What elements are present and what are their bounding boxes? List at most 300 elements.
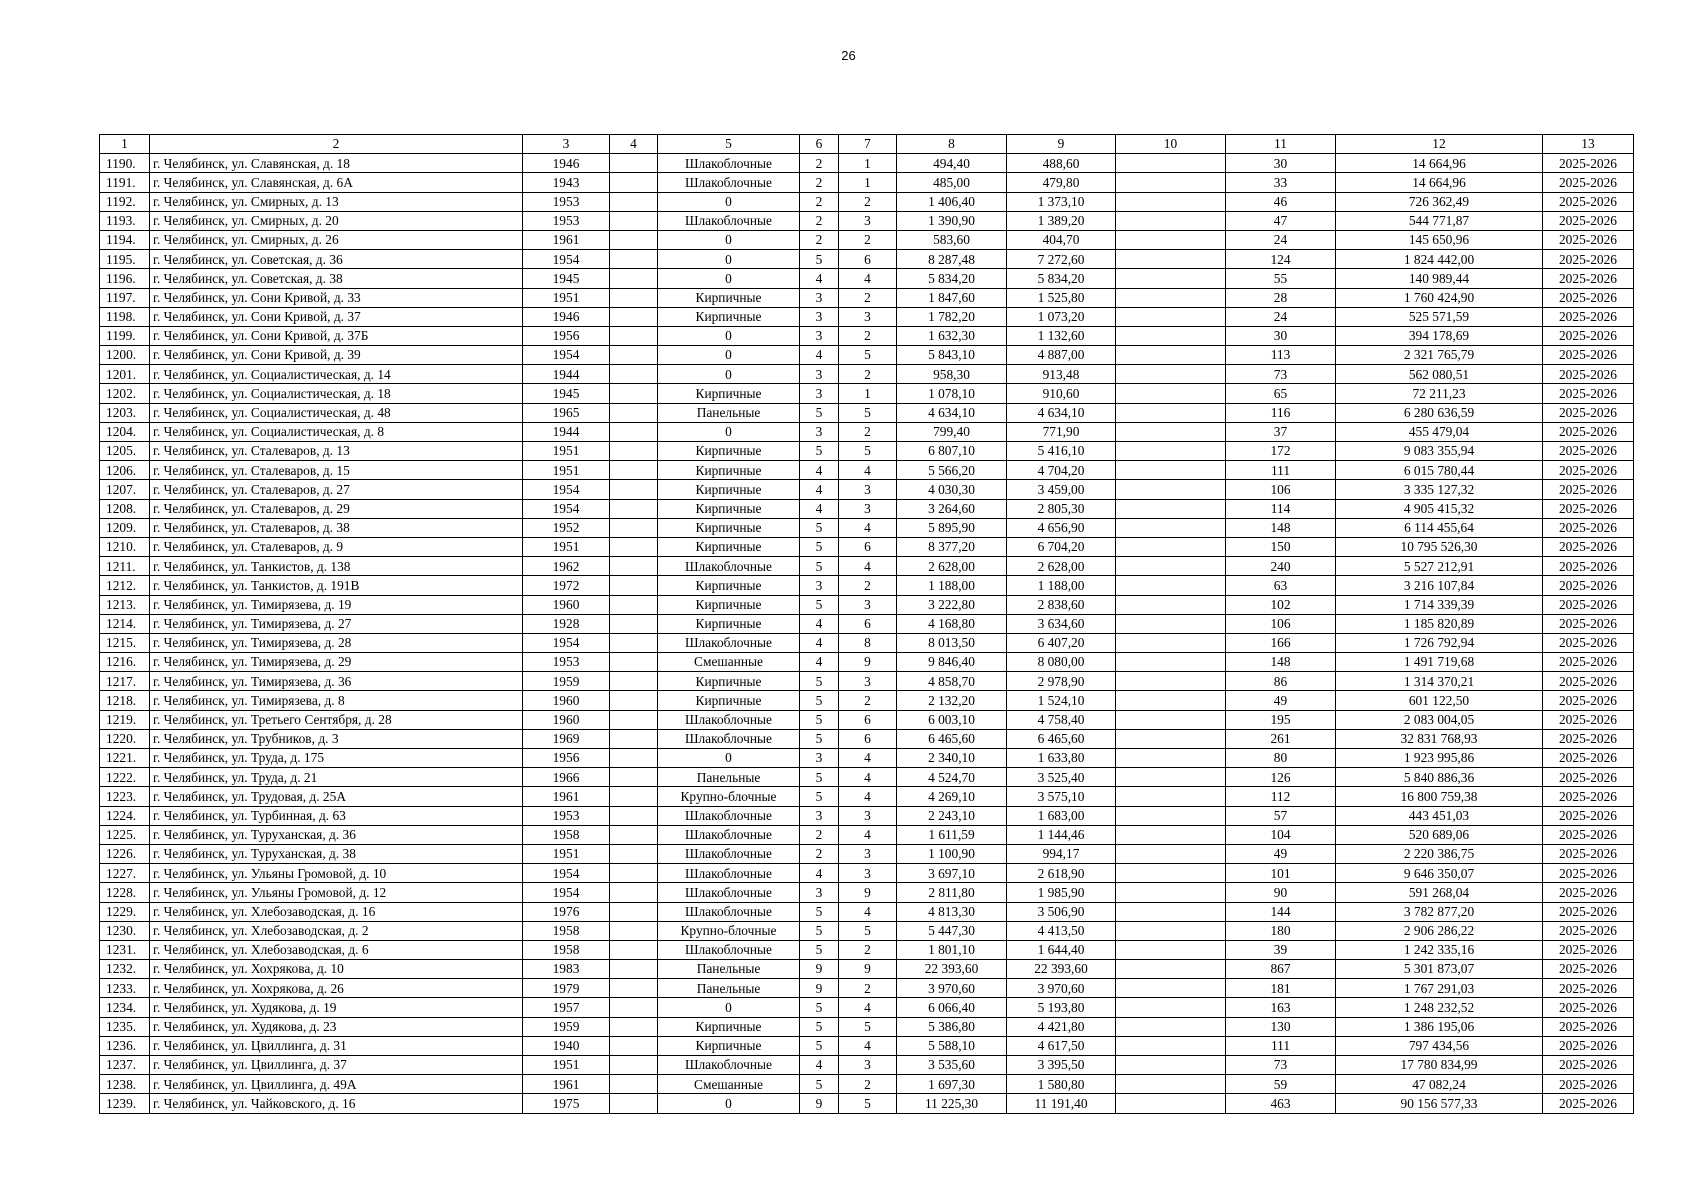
residents-cell: 101 <box>1226 864 1336 883</box>
total-area-cell: 1 632,30 <box>897 326 1007 345</box>
entrances-cell: 3 <box>839 595 897 614</box>
wall-material-cell: Кирпичные <box>658 442 800 461</box>
entrances-cell: 1 <box>839 384 897 403</box>
floors-cell: 3 <box>800 365 839 384</box>
period-cell: 2025-2026 <box>1543 902 1634 921</box>
floors-cell: 5 <box>800 537 839 556</box>
floors-cell: 2 <box>800 211 839 230</box>
period-cell: 2025-2026 <box>1543 211 1634 230</box>
col10-cell <box>1116 653 1226 672</box>
amount-cell: 455 479,04 <box>1336 422 1543 441</box>
total-area-cell: 4 524,70 <box>897 768 1007 787</box>
residents-cell: 180 <box>1226 921 1336 940</box>
total-area-cell: 2 811,80 <box>897 883 1007 902</box>
amount-cell: 1 242 335,16 <box>1336 940 1543 959</box>
col10-cell <box>1116 422 1226 441</box>
row-number-cell: 1190. <box>100 154 150 173</box>
col4-cell <box>610 250 658 269</box>
period-cell: 2025-2026 <box>1543 499 1634 518</box>
entrances-cell: 5 <box>839 921 897 940</box>
floors-cell: 4 <box>800 461 839 480</box>
total-area-cell: 3 970,60 <box>897 979 1007 998</box>
living-area-cell: 1 644,40 <box>1007 940 1116 959</box>
entrances-cell: 1 <box>839 154 897 173</box>
entrances-cell: 2 <box>839 1075 897 1094</box>
col10-cell <box>1116 499 1226 518</box>
address-cell: г. Челябинск, ул. Социалистическая, д. 8 <box>150 422 523 441</box>
table-row <box>100 365 1634 384</box>
floors-cell: 3 <box>800 806 839 825</box>
residents-cell: 37 <box>1226 422 1336 441</box>
col4-cell <box>610 998 658 1017</box>
table-row <box>100 346 1634 365</box>
year-built-cell: 1965 <box>523 403 610 422</box>
col4-cell <box>610 729 658 748</box>
amount-cell: 72 211,23 <box>1336 384 1543 403</box>
wall-material-cell: Шлакоблочные <box>658 940 800 959</box>
address-cell: г. Челябинск, ул. Третьего Сентября, д. 28 <box>150 710 523 729</box>
year-built-cell: 1945 <box>523 384 610 403</box>
row-number-cell: 1225. <box>100 825 150 844</box>
amount-cell: 601 122,50 <box>1336 691 1543 710</box>
period-cell: 2025-2026 <box>1543 518 1634 537</box>
total-area-cell: 4 813,30 <box>897 902 1007 921</box>
wall-material-cell: Панельные <box>658 979 800 998</box>
amount-cell: 32 831 768,93 <box>1336 729 1543 748</box>
period-cell: 2025-2026 <box>1543 384 1634 403</box>
entrances-cell: 4 <box>839 749 897 768</box>
col4-cell <box>610 1017 658 1036</box>
residents-cell: 163 <box>1226 998 1336 1017</box>
col4-cell <box>610 230 658 249</box>
address-cell: г. Челябинск, ул. Хохрякова, д. 10 <box>150 960 523 979</box>
amount-cell: 9 083 355,94 <box>1336 442 1543 461</box>
year-built-cell: 1953 <box>523 653 610 672</box>
table-row <box>100 173 1634 192</box>
col10-cell <box>1116 173 1226 192</box>
period-cell: 2025-2026 <box>1543 729 1634 748</box>
residents-cell: 130 <box>1226 1017 1336 1036</box>
col10-cell <box>1116 211 1226 230</box>
living-area-cell: 11 191,40 <box>1007 1094 1116 1113</box>
residents-cell: 30 <box>1226 326 1336 345</box>
col10-cell <box>1116 346 1226 365</box>
entrances-cell: 3 <box>839 211 897 230</box>
living-area-cell: 3 634,60 <box>1007 614 1116 633</box>
year-built-cell: 1951 <box>523 1056 610 1075</box>
period-cell: 2025-2026 <box>1543 979 1634 998</box>
amount-cell: 797 434,56 <box>1336 1036 1543 1055</box>
living-area-cell: 4 656,90 <box>1007 518 1116 537</box>
period-cell: 2025-2026 <box>1543 710 1634 729</box>
address-cell: г. Челябинск, ул. Социалистическая, д. 48 <box>150 403 523 422</box>
year-built-cell: 1969 <box>523 729 610 748</box>
living-area-cell: 6 704,20 <box>1007 537 1116 556</box>
col10-cell <box>1116 921 1226 940</box>
col4-cell <box>610 595 658 614</box>
residents-cell: 30 <box>1226 154 1336 173</box>
total-area-cell: 3 264,60 <box>897 499 1007 518</box>
wall-material-cell: Кирпичные <box>658 576 800 595</box>
floors-cell: 5 <box>800 998 839 1017</box>
wall-material-cell: Кирпичные <box>658 307 800 326</box>
living-area-cell: 4 758,40 <box>1007 710 1116 729</box>
wall-material-cell: 0 <box>658 998 800 1017</box>
col4-cell <box>610 422 658 441</box>
col10-cell <box>1116 883 1226 902</box>
residents-cell: 240 <box>1226 557 1336 576</box>
col4-cell <box>610 806 658 825</box>
address-cell: г. Челябинск, ул. Славянская, д. 6А <box>150 173 523 192</box>
total-area-cell: 2 243,10 <box>897 806 1007 825</box>
col10-cell <box>1116 1094 1226 1113</box>
amount-cell: 17 780 834,99 <box>1336 1056 1543 1075</box>
living-area-cell: 4 421,80 <box>1007 1017 1116 1036</box>
period-cell: 2025-2026 <box>1543 346 1634 365</box>
table-row <box>100 979 1634 998</box>
address-cell: г. Челябинск, ул. Сталеваров, д. 9 <box>150 537 523 556</box>
wall-material-cell: 0 <box>658 250 800 269</box>
table-row <box>100 288 1634 307</box>
col4-cell <box>610 537 658 556</box>
col10-cell <box>1116 672 1226 691</box>
wall-material-cell: 0 <box>658 365 800 384</box>
total-area-cell: 583,60 <box>897 230 1007 249</box>
address-cell: г. Челябинск, ул. Чайковского, д. 16 <box>150 1094 523 1113</box>
floors-cell: 5 <box>800 1036 839 1055</box>
residents-cell: 144 <box>1226 902 1336 921</box>
total-area-cell: 4 168,80 <box>897 614 1007 633</box>
residents-cell: 112 <box>1226 787 1336 806</box>
col10-cell <box>1116 806 1226 825</box>
col4-cell <box>610 921 658 940</box>
entrances-cell: 9 <box>839 653 897 672</box>
living-area-cell: 1 524,10 <box>1007 691 1116 710</box>
floors-cell: 3 <box>800 749 839 768</box>
living-area-cell: 479,80 <box>1007 173 1116 192</box>
table-row <box>100 653 1634 672</box>
table-row <box>100 403 1634 422</box>
entrances-cell: 4 <box>839 998 897 1017</box>
column-number-header: 12 <box>1336 135 1543 154</box>
total-area-cell: 4 858,70 <box>897 672 1007 691</box>
period-cell: 2025-2026 <box>1543 749 1634 768</box>
floors-cell: 5 <box>800 710 839 729</box>
col4-cell <box>610 269 658 288</box>
floors-cell: 2 <box>800 230 839 249</box>
col4-cell <box>610 1094 658 1113</box>
address-cell: г. Челябинск, ул. Тимирязева, д. 28 <box>150 633 523 652</box>
living-area-cell: 1 188,00 <box>1007 576 1116 595</box>
amount-cell: 525 571,59 <box>1336 307 1543 326</box>
row-number-cell: 1208. <box>100 499 150 518</box>
table-row <box>100 480 1634 499</box>
entrances-cell: 2 <box>839 691 897 710</box>
column-number-header: 2 <box>150 135 523 154</box>
col10-cell <box>1116 250 1226 269</box>
year-built-cell: 1928 <box>523 614 610 633</box>
row-number-cell: 1226. <box>100 844 150 863</box>
year-built-cell: 1951 <box>523 442 610 461</box>
col10-cell <box>1116 691 1226 710</box>
row-number-cell: 1218. <box>100 691 150 710</box>
residents-cell: 33 <box>1226 173 1336 192</box>
living-area-cell: 1 389,20 <box>1007 211 1116 230</box>
residents-cell: 113 <box>1226 346 1336 365</box>
address-cell: г. Челябинск, ул. Сони Кривой, д. 37Б <box>150 326 523 345</box>
col4-cell <box>610 365 658 384</box>
year-built-cell: 1954 <box>523 864 610 883</box>
address-cell: г. Челябинск, ул. Турбинная, д. 63 <box>150 806 523 825</box>
year-built-cell: 1946 <box>523 154 610 173</box>
amount-cell: 1 386 195,06 <box>1336 1017 1543 1036</box>
col10-cell <box>1116 749 1226 768</box>
table-row <box>100 710 1634 729</box>
year-built-cell: 1960 <box>523 691 610 710</box>
living-area-cell: 2 838,60 <box>1007 595 1116 614</box>
row-number-cell: 1192. <box>100 192 150 211</box>
year-built-cell: 1954 <box>523 480 610 499</box>
amount-cell: 3 335 127,32 <box>1336 480 1543 499</box>
wall-material-cell: Шлакоблочные <box>658 211 800 230</box>
table-row <box>100 499 1634 518</box>
wall-material-cell: Шлакоблочные <box>658 825 800 844</box>
living-area-cell: 2 618,90 <box>1007 864 1116 883</box>
col10-cell <box>1116 787 1226 806</box>
wall-material-cell: Шлакоблочные <box>658 173 800 192</box>
wall-material-cell: Шлакоблочные <box>658 864 800 883</box>
col4-cell <box>610 787 658 806</box>
address-cell: г. Челябинск, ул. Сони Кривой, д. 33 <box>150 288 523 307</box>
total-area-cell: 485,00 <box>897 173 1007 192</box>
table-row <box>100 384 1634 403</box>
year-built-cell: 1966 <box>523 768 610 787</box>
wall-material-cell: Шлакоблочные <box>658 557 800 576</box>
residents-cell: 28 <box>1226 288 1336 307</box>
row-number-cell: 1193. <box>100 211 150 230</box>
amount-cell: 4 905 415,32 <box>1336 499 1543 518</box>
year-built-cell: 1958 <box>523 921 610 940</box>
wall-material-cell: 0 <box>658 326 800 345</box>
row-number-cell: 1238. <box>100 1075 150 1094</box>
column-number-header: 6 <box>800 135 839 154</box>
col10-cell <box>1116 442 1226 461</box>
col10-cell <box>1116 461 1226 480</box>
residents-cell: 867 <box>1226 960 1336 979</box>
amount-cell: 1 714 339,39 <box>1336 595 1543 614</box>
residents-cell: 47 <box>1226 211 1336 230</box>
floors-cell: 5 <box>800 691 839 710</box>
amount-cell: 5 301 873,07 <box>1336 960 1543 979</box>
total-area-cell: 8 377,20 <box>897 537 1007 556</box>
floors-cell: 4 <box>800 346 839 365</box>
amount-cell: 2 220 386,75 <box>1336 844 1543 863</box>
residents-cell: 102 <box>1226 595 1336 614</box>
period-cell: 2025-2026 <box>1543 1075 1634 1094</box>
living-area-cell: 3 395,50 <box>1007 1056 1116 1075</box>
period-cell: 2025-2026 <box>1543 998 1634 1017</box>
wall-material-cell: Крупно-блочные <box>658 787 800 806</box>
col4-cell <box>610 461 658 480</box>
entrances-cell: 1 <box>839 173 897 192</box>
row-number-cell: 1216. <box>100 653 150 672</box>
year-built-cell: 1957 <box>523 998 610 1017</box>
total-area-cell: 1 782,20 <box>897 307 1007 326</box>
period-cell: 2025-2026 <box>1543 442 1634 461</box>
row-number-cell: 1205. <box>100 442 150 461</box>
row-number-cell: 1228. <box>100 883 150 902</box>
period-cell: 2025-2026 <box>1543 480 1634 499</box>
col4-cell <box>610 1056 658 1075</box>
amount-cell: 14 664,96 <box>1336 173 1543 192</box>
table-row <box>100 749 1634 768</box>
amount-cell: 3 216 107,84 <box>1336 576 1543 595</box>
entrances-cell: 8 <box>839 633 897 652</box>
col10-cell <box>1116 825 1226 844</box>
year-built-cell: 1959 <box>523 1017 610 1036</box>
table-row <box>100 806 1634 825</box>
column-number-header: 11 <box>1226 135 1336 154</box>
period-cell: 2025-2026 <box>1543 326 1634 345</box>
col10-cell <box>1116 576 1226 595</box>
row-number-cell: 1219. <box>100 710 150 729</box>
amount-cell: 1 491 719,68 <box>1336 653 1543 672</box>
col4-cell <box>610 672 658 691</box>
address-cell: г. Челябинск, ул. Сталеваров, д. 13 <box>150 442 523 461</box>
table-row <box>100 307 1634 326</box>
year-built-cell: 1961 <box>523 787 610 806</box>
wall-material-cell: Шлакоблочные <box>658 1056 800 1075</box>
living-area-cell: 3 575,10 <box>1007 787 1116 806</box>
residents-cell: 104 <box>1226 825 1336 844</box>
column-number-header: 3 <box>523 135 610 154</box>
period-cell: 2025-2026 <box>1543 269 1634 288</box>
amount-cell: 3 782 877,20 <box>1336 902 1543 921</box>
column-number-header: 7 <box>839 135 897 154</box>
entrances-cell: 5 <box>839 1017 897 1036</box>
col10-cell <box>1116 844 1226 863</box>
period-cell: 2025-2026 <box>1543 192 1634 211</box>
col10-cell <box>1116 307 1226 326</box>
total-area-cell: 6 465,60 <box>897 729 1007 748</box>
row-number-cell: 1195. <box>100 250 150 269</box>
year-built-cell: 1953 <box>523 192 610 211</box>
amount-cell: 591 268,04 <box>1336 883 1543 902</box>
year-built-cell: 1946 <box>523 307 610 326</box>
table-row <box>100 422 1634 441</box>
floors-cell: 5 <box>800 1075 839 1094</box>
address-cell: г. Челябинск, ул. Сталеваров, д. 15 <box>150 461 523 480</box>
period-cell: 2025-2026 <box>1543 864 1634 883</box>
entrances-cell: 6 <box>839 250 897 269</box>
living-area-cell: 5 193,80 <box>1007 998 1116 1017</box>
table-row <box>100 230 1634 249</box>
row-number-cell: 1194. <box>100 230 150 249</box>
table-row <box>100 1036 1634 1055</box>
residents-cell: 73 <box>1226 1056 1336 1075</box>
address-cell: г. Челябинск, ул. Сталеваров, д. 38 <box>150 518 523 537</box>
amount-cell: 145 650,96 <box>1336 230 1543 249</box>
floors-cell: 5 <box>800 595 839 614</box>
living-area-cell: 4 704,20 <box>1007 461 1116 480</box>
floors-cell: 5 <box>800 250 839 269</box>
row-number-cell: 1234. <box>100 998 150 1017</box>
entrances-cell: 5 <box>839 442 897 461</box>
period-cell: 2025-2026 <box>1543 230 1634 249</box>
col10-cell <box>1116 902 1226 921</box>
table-row <box>100 787 1634 806</box>
col10-cell <box>1116 633 1226 652</box>
row-number-cell: 1204. <box>100 422 150 441</box>
floors-cell: 3 <box>800 307 839 326</box>
col4-cell <box>610 288 658 307</box>
entrances-cell: 5 <box>839 1094 897 1113</box>
year-built-cell: 1956 <box>523 749 610 768</box>
table-row <box>100 154 1634 173</box>
wall-material-cell: Шлакоблочные <box>658 154 800 173</box>
floors-cell: 5 <box>800 768 839 787</box>
total-area-cell: 8 287,48 <box>897 250 1007 269</box>
floors-cell: 4 <box>800 864 839 883</box>
column-number-header: 1 <box>100 135 150 154</box>
total-area-cell: 1 406,40 <box>897 192 1007 211</box>
address-cell: г. Челябинск, ул. Труда, д. 175 <box>150 749 523 768</box>
living-area-cell: 1 132,60 <box>1007 326 1116 345</box>
total-area-cell: 3 222,80 <box>897 595 1007 614</box>
residents-cell: 111 <box>1226 461 1336 480</box>
amount-cell: 47 082,24 <box>1336 1075 1543 1094</box>
entrances-cell: 3 <box>839 499 897 518</box>
living-area-cell: 5 416,10 <box>1007 442 1116 461</box>
row-number-cell: 1233. <box>100 979 150 998</box>
table-row <box>100 211 1634 230</box>
entrances-cell: 4 <box>839 461 897 480</box>
table-row <box>100 672 1634 691</box>
living-area-cell: 3 970,60 <box>1007 979 1116 998</box>
period-cell: 2025-2026 <box>1543 614 1634 633</box>
col10-cell <box>1116 557 1226 576</box>
residents-cell: 46 <box>1226 192 1336 211</box>
living-area-cell: 3 525,40 <box>1007 768 1116 787</box>
col4-cell <box>610 883 658 902</box>
table-row <box>100 921 1634 940</box>
year-built-cell: 1956 <box>523 326 610 345</box>
living-area-cell: 3 506,90 <box>1007 902 1116 921</box>
living-area-cell: 7 272,60 <box>1007 250 1116 269</box>
entrances-cell: 3 <box>839 307 897 326</box>
col4-cell <box>610 710 658 729</box>
total-area-cell: 3 535,60 <box>897 1056 1007 1075</box>
period-cell: 2025-2026 <box>1543 825 1634 844</box>
year-built-cell: 1951 <box>523 461 610 480</box>
col4-cell <box>610 211 658 230</box>
address-cell: г. Челябинск, ул. Тимирязева, д. 29 <box>150 653 523 672</box>
col4-cell <box>610 442 658 461</box>
floors-cell: 2 <box>800 192 839 211</box>
row-number-cell: 1213. <box>100 595 150 614</box>
living-area-cell: 8 080,00 <box>1007 653 1116 672</box>
table-row <box>100 1056 1634 1075</box>
living-area-cell: 2 628,00 <box>1007 557 1116 576</box>
floors-cell: 9 <box>800 960 839 979</box>
table-row <box>100 1017 1634 1036</box>
residents-cell: 86 <box>1226 672 1336 691</box>
row-number-cell: 1199. <box>100 326 150 345</box>
column-number-header-row <box>100 135 1634 154</box>
col4-cell <box>610 307 658 326</box>
entrances-cell: 3 <box>839 1056 897 1075</box>
floors-cell: 5 <box>800 403 839 422</box>
